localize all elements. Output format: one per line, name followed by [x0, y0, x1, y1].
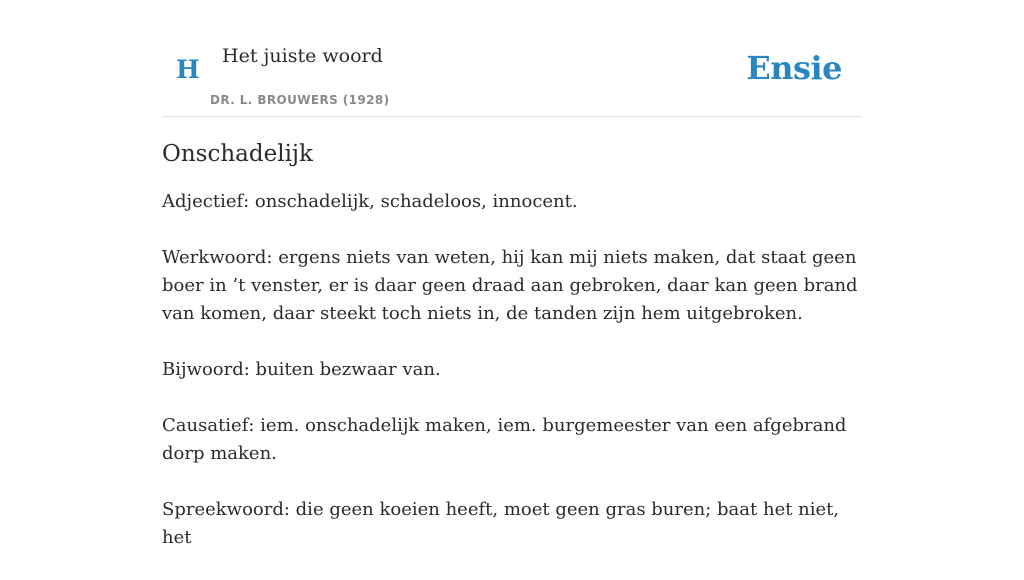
book-author: DR. L. BROUWERS (1928) [210, 93, 390, 107]
ensie-logo[interactable]: Ensie [746, 49, 842, 87]
entry-paragraph-adverb: Bijwoord: buiten bezwaar van. [162, 359, 441, 380]
entry-title: Onschadelijk [162, 141, 313, 167]
book-title[interactable]: Het juiste woord [222, 45, 383, 67]
entry-paragraph-verb: Werkwoord: ergens niets van weten, hij kan mij niets maken, dat staat geen boer in ’t venster, er is daar geen draad aan gebroken, daar kan geen brand van komen, daar steekt toch niets in, de tanden zijn hem uitgebroken. [162, 247, 858, 324]
entry-paragraph-causative: Causatief: iem. onschadelijk maken, iem. burgemeester van een afgebrand dorp maken. [162, 415, 847, 464]
entry-paragraph-adjective: Adjectief: onschadelijk, schadeloos, innocent. [162, 191, 578, 212]
entry-content [162, 138, 862, 580]
book-header [162, 0, 862, 117]
book-letter-badge: H [176, 55, 200, 84]
entry-paragraph-proverb: Spreekwoord: die geen koeien heeft, moet geen gras buren; baat het niet, het [162, 499, 840, 548]
